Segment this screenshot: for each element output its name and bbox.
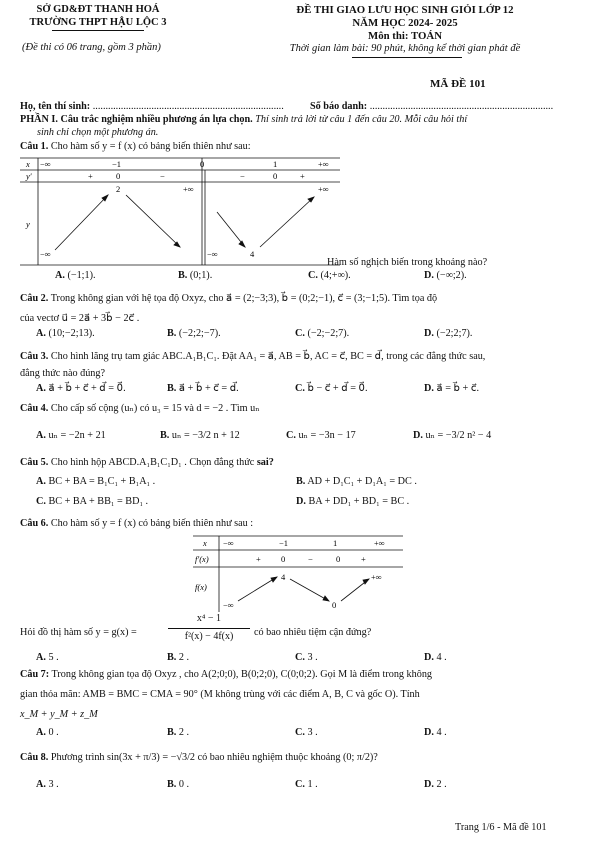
q7-line1: Trong không gian tọa độ Oxyz , cho A(2;0;0), B(0;2;0), C(0;0;2). Gọi M là điểm trong không: [51, 669, 433, 680]
q1-yp-label: y′: [26, 171, 32, 181]
q3-option-d[interactable]: D. a⃗ = b⃗ + c⃗.: [424, 383, 479, 394]
q1-label: Câu 1.: [20, 141, 49, 152]
q1-yp-s4: +: [300, 171, 305, 181]
q1-yp-z1: 0: [116, 171, 121, 181]
q7-option-a[interactable]: A. 0 .: [36, 727, 59, 738]
q1-y-4: 4: [250, 249, 255, 259]
department-name: SỞ GD&ĐT THANH HOÁ: [36, 4, 160, 15]
q1-y-2: 2: [116, 184, 121, 194]
q1-stem: [20, 141, 251, 152]
q3-line2: đẳng thức nào đúng?: [20, 368, 106, 379]
q4-text: Cho cấp số cộng (uₙ) có u₃ = 15 và d = −2 . Tìm uₙ: [50, 403, 260, 414]
q6-fp-label: f′(x): [195, 554, 209, 564]
q7-option-d[interactable]: D. 4 .: [424, 727, 447, 738]
q4-option-d[interactable]: D. uₙ = −3/2 n² − 4: [413, 430, 492, 441]
q1-text: Cho hàm số y = f (x) có bảng biến thiên như sau:: [50, 141, 251, 152]
q5-text: Cho hình hộp ABCD.A₁B₁C₁D₁ . Chọn đẳng thức: [50, 457, 255, 468]
q3-option-a[interactable]: A. a⃗ + b⃗ + c⃗ + d⃗ = 0⃗.: [36, 383, 126, 394]
q5-label: Câu 5.: [20, 457, 49, 468]
time-underline: [352, 57, 462, 58]
q7-option-b[interactable]: B. 2 .: [167, 727, 190, 738]
q8-option-a[interactable]: A. 3 .: [36, 779, 59, 790]
q8-stem: [20, 752, 378, 763]
q1-x-pos-inf: +∞: [318, 159, 329, 169]
q6-fraction-bar: [168, 628, 250, 629]
q6-fraction-numerator: x⁴ − 1: [196, 613, 222, 624]
q6-fp-s2: −: [308, 554, 313, 564]
school-underline: [52, 30, 144, 31]
exam-code: MÃ ĐỀ 101: [430, 78, 486, 90]
q5-option-a[interactable]: A. BC + BA = B₁C₁ + B₁A₁ .: [36, 476, 156, 487]
q2-option-d[interactable]: D. (−2;2;7).: [424, 328, 473, 339]
part1-instruction-2: sinh chỉ chọn một phương án.: [37, 127, 159, 138]
q8-pre: Phương trình sin(3x + π/3) = −√3/2: [50, 752, 196, 763]
q1-option-b[interactable]: B. (0;1).: [178, 270, 213, 281]
q7-line2: gian thỏa mãn: AMB = BMC = CMA = 90° (M không trùng với các điểm A, B, C và gốc O). Tính: [20, 689, 420, 700]
q4-option-a[interactable]: A. uₙ = −2n + 21: [36, 430, 106, 441]
student-id-field[interactable]: ........................................................................: [369, 101, 554, 112]
q6-text: Cho hàm số y = f (x) có bảng biến thiên như sau :: [50, 518, 254, 529]
q6-fp-s1: +: [256, 554, 261, 564]
q5-text-bold: sai?: [256, 457, 274, 468]
q5-option-d[interactable]: D. BA + DD₁ + BD₁ = BC .: [296, 496, 410, 507]
q1-x-label: x: [26, 159, 30, 169]
part1-title: PHẦN I. Câu trắc nghiệm nhiều phương án lựa chọn.: [20, 114, 253, 125]
exam-title: ĐỀ THI GIAO LƯU HỌC SINH GIỎI LỚP 12: [296, 4, 514, 16]
q8-option-d[interactable]: D. 2 .: [424, 779, 447, 790]
q1-y-pos-inf: +∞: [318, 184, 329, 194]
q6-fraction-denominator: f²(x) − 4f(x): [184, 631, 234, 642]
q6-f-pos-inf: +∞: [371, 572, 382, 582]
q6-variation-table: [193, 535, 403, 613]
q6-stem: [20, 518, 253, 529]
q1-y-pos-inf-left: +∞: [183, 184, 194, 194]
school-name: TRƯỜNG THPT HẬU LỘC 3: [29, 17, 167, 28]
q5-option-b[interactable]: B. AD + D₁C₁ + D₁A₁ = DC .: [296, 476, 417, 487]
q8-option-b[interactable]: B. 0 .: [167, 779, 190, 790]
q6-option-c[interactable]: C. 3 .: [295, 652, 318, 663]
q1-option-a[interactable]: A. (−1;1).: [55, 270, 96, 281]
q6-x-m1: −1: [279, 538, 289, 548]
q1-x-1: 1: [273, 159, 278, 169]
q1-yp-z2: 0: [273, 171, 278, 181]
exam-page-note: (Đề thi có 06 trang, gồm 3 phần): [22, 42, 161, 53]
student-name-label: Họ, tên thí sinh:: [20, 101, 91, 112]
q5-option-c[interactable]: C. BC + BA + BB₁ = BD₁ .: [36, 496, 149, 507]
q6-x-label: x: [203, 538, 207, 548]
q6-ask-pre: Hỏi đồ thị hàm số y = g(x) =: [20, 627, 137, 638]
q3-label: Câu 3.: [20, 351, 49, 362]
q4-option-b[interactable]: B. uₙ = −3/2 n + 12: [160, 430, 240, 441]
q7-label: Câu 7:: [20, 669, 50, 680]
student-id-label: Số báo danh:: [310, 101, 368, 112]
q6-fp-z1: 0: [281, 554, 286, 564]
q1-x-0: 0: [200, 159, 205, 169]
q7-stem: [20, 669, 432, 680]
q2-option-b[interactable]: B. (−2;2;−7).: [167, 328, 221, 339]
q2-label: Câu 2.: [20, 293, 49, 304]
q8-label: Câu 8.: [20, 752, 49, 763]
part1-instruction-1: Thí sinh trả lời từ câu 1 đến câu 20. Mỗi câu hỏi thí: [255, 114, 468, 125]
q1-question: Hàm số nghịch biến trong khoảng nào?: [327, 257, 488, 268]
q6-f-4: 4: [281, 572, 286, 582]
q1-option-d[interactable]: D. (−∞;2).: [424, 270, 467, 281]
q6-option-a[interactable]: A. 5 .: [36, 652, 59, 663]
page-footer: Trang 1/6 - Mã đề 101: [455, 822, 547, 833]
q2-option-c[interactable]: C. (−2;−2;7).: [295, 328, 350, 339]
q6-option-d[interactable]: D. 4 .: [424, 652, 447, 663]
q1-y-neg-inf: −∞: [40, 249, 51, 259]
student-name-field[interactable]: ...........................................................................: [92, 101, 284, 112]
q4-label: Câu 4.: [20, 403, 49, 414]
q4-option-c[interactable]: C. uₙ = −3n − 17: [286, 430, 356, 441]
q6-fp-z2: 0: [336, 554, 341, 564]
q4-stem: [20, 403, 260, 414]
q3-option-c[interactable]: C. b⃗ − c⃗ + d⃗ = 0⃗.: [295, 383, 368, 394]
q1-variation-table: [20, 157, 340, 267]
q6-f-label: f(x): [195, 582, 207, 592]
q1-yp-s3: −: [240, 171, 245, 181]
student-name-row: [20, 101, 284, 112]
q1-yp-s2: −: [160, 171, 165, 181]
q1-y-label: y: [26, 219, 30, 229]
q2-line2: của vectơ u⃗ = 2a⃗ + 3b⃗ − 2c⃗ .: [20, 313, 140, 324]
subject: Môn thi: TOÁN: [368, 30, 442, 42]
q1-x-neg-inf: −∞: [40, 159, 51, 169]
q1-yp-s1: +: [88, 171, 93, 181]
q7-option-c[interactable]: C. 3 .: [295, 727, 318, 738]
time-note: Thời gian làm bài: 90 phút, không kể thời gian phát đề: [289, 43, 521, 54]
q2-stem: [20, 293, 437, 304]
q6-fp-s3: +: [361, 554, 366, 564]
q3-stem: [20, 351, 485, 362]
q6-f-neg-inf: −∞: [223, 600, 234, 610]
q8-post: có bao nhiêu nghiệm thuộc khoảng (0; π/2)?: [197, 752, 378, 763]
student-id-row: [310, 101, 553, 112]
q6-ask-post: có bao nhiêu tiệm cận đứng?: [254, 627, 372, 638]
q6-x-1: 1: [333, 538, 338, 548]
q6-x-neg-inf: −∞: [223, 538, 234, 548]
q6-f-0: 0: [332, 600, 337, 610]
q1-option-c[interactable]: C. (4;+∞).: [308, 270, 351, 281]
q6-option-b[interactable]: B. 2 .: [167, 652, 190, 663]
q3-line1: Cho hình lăng trụ tam giác ABC.A₁B₁C₁. Đặt AA₁ = a⃗, AB = b⃗, AC = c⃗, BC = d⃗, trong các đẳng thức sau,: [50, 351, 486, 362]
q2-option-a[interactable]: A. (10;−2;13).: [36, 328, 95, 339]
q3-option-b[interactable]: B. a⃗ + b⃗ + c⃗ = d⃗.: [167, 383, 239, 394]
school-year: NĂM HỌC 2024- 2025: [352, 17, 458, 29]
q1-x-m1: −1: [112, 159, 122, 169]
q1-y-neg-inf-right: −∞: [207, 249, 218, 259]
q6-x-pos-inf: +∞: [374, 538, 385, 548]
q6-label: Câu 6.: [20, 518, 49, 529]
q2-line1: Trong không gian với hệ tọa độ Oxyz, cho a⃗ = (2;−3;3), b⃗ = (0;2;−1), c⃗ = (3;−1;5). Tìm tọa độ: [50, 293, 438, 304]
q8-option-c[interactable]: C. 1 .: [295, 779, 318, 790]
q7-line3: x_M + y_M + z_M: [20, 709, 98, 720]
part1-heading: [20, 114, 576, 127]
q5-stem: [20, 457, 274, 468]
